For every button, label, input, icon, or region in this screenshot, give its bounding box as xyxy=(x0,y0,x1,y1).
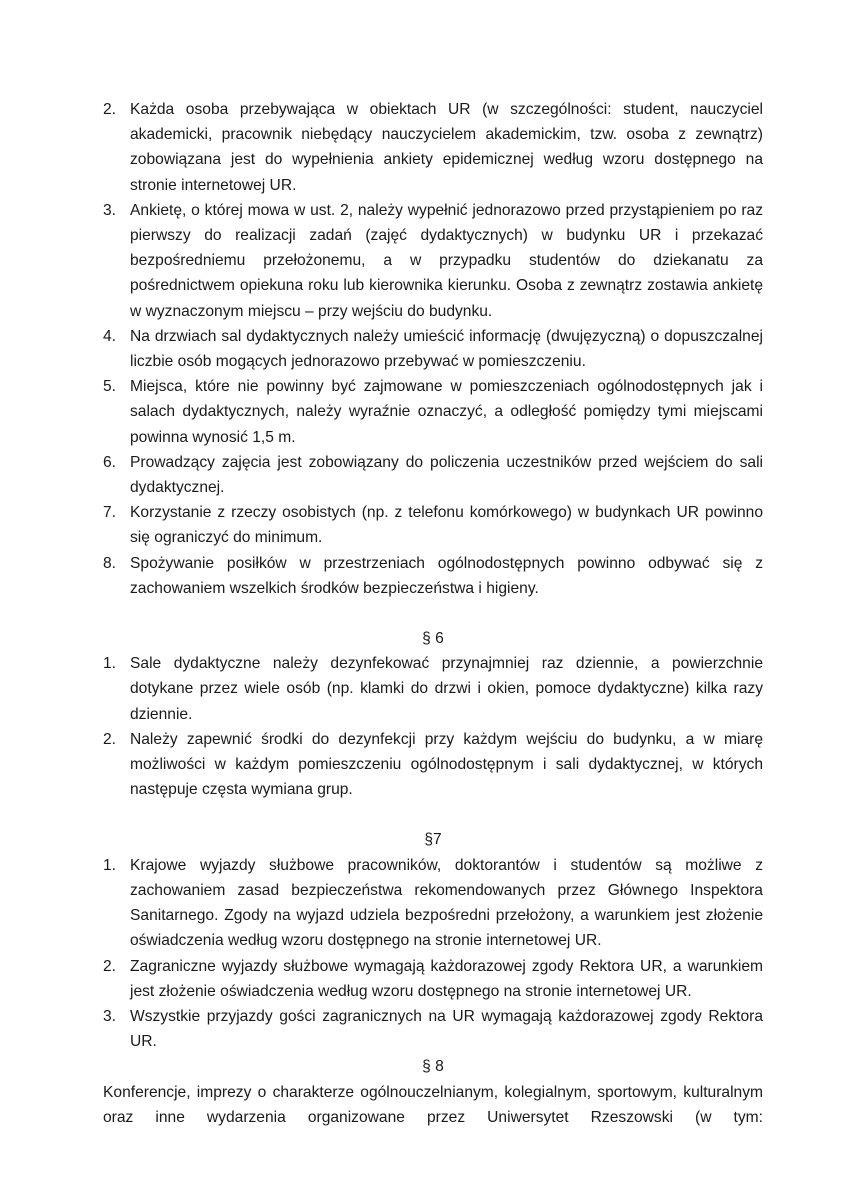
list-item xyxy=(103,551,763,601)
item-text: Korzystanie z rzeczy osobistych (np. z telefonu komórkowego) w budynkach UR powinno się ograniczyć do minimum. xyxy=(130,504,763,547)
item-text: Spożywanie posiłków w przestrzeniach ogólnodostępnych powinno odbywać się z zachowaniem wszelkich środków bezpieczeństwa i higieny. xyxy=(130,554,763,597)
section-8-paragraph: Konferencje, imprezy o charakterze ogólnouczelnianym, kolegialnym, sportowym, kulturalnym oraz inne wydarzenia organizowane przez Uniwersytet Rzeszowski (w tym: xyxy=(103,1083,763,1126)
item-number: 3. xyxy=(103,1007,117,1025)
list-item xyxy=(103,954,763,1004)
item-number: 2. xyxy=(103,957,117,975)
item-text: Sale dydaktyczne należy dezynfekować przynajmniej raz dziennie, a powierzchnie dotykane przez wiele osób (np. klamki do drzwi i okien, pomoce dydaktyczne) kilka razy dziennie. xyxy=(130,655,763,723)
item-number: 4. xyxy=(103,327,117,345)
item-number: 2. xyxy=(103,101,117,118)
item-text: Zagraniczne wyjazdy służbowe wymagają każdorazowej zgody Rektora UR, a warunkiem jest złożenie oświadczenia według wzoru dostępnego na stronie internetowej UR. xyxy=(130,957,763,1000)
item-text: Miejsca, które nie powinny być zajmowane w pomieszczeniach ogólnodostępnych jak i salach dydaktycznych, należy wyraźnie oznaczyć, a odległość pomiędzy tymi miejscami powinna wynosić 1,5 m. xyxy=(130,378,763,446)
item-text: Każda osoba przebywająca w obiektach UR (w szczególności: student, nauczyciel akademicki, pracownik niebędący nauczycielem akademickim, tzw. osoba z zewnątrz) zobowiązana jest do wypełnienia ankiety epidemicznej według wzoru dostępnego na stronie internetowej UR. xyxy=(130,101,763,194)
item-text: Na drzwiach sal dydaktycznych należy umieścić informację (dwujęzyczną) o dopuszczalnej liczbie osób mogących jednorazowo przebywać w pomieszczeniu. xyxy=(130,327,763,371)
item-number: 3. xyxy=(103,201,117,219)
spacer xyxy=(103,802,763,827)
list-item xyxy=(103,727,763,803)
item-number: 7. xyxy=(103,504,117,522)
list-item xyxy=(103,1004,763,1054)
list-item xyxy=(103,450,763,500)
list-item xyxy=(103,853,763,954)
item-text: Ankietę, o której mowa w ust. 2, należy wypełnić jednorazowo przed przystąpieniem po raz pierwszy do realizacji zadań (zajęć dydaktycznych) w budynku UR i przekazać bezpośredniemu przełożonemu, a w przypadku studentów do dziekanatu za pośrednictwem opiekuna roku lub kierownika kierunku. Osoba z zewnątrz zostawia ankietę w wyznaczonym miejscu – przy wejściu do budynku. xyxy=(130,201,763,320)
item-number: 8. xyxy=(103,554,117,572)
item-text: Prowadzący zajęcia jest zobowiązany do policzenia uczestników przed wejściem do sali dydaktycznej. xyxy=(130,453,763,497)
item-number: 1. xyxy=(103,856,117,874)
list-item xyxy=(103,97,763,198)
section-6-list xyxy=(103,651,763,802)
item-number: 6. xyxy=(103,453,117,471)
list-item xyxy=(103,198,763,324)
item-number: 5. xyxy=(103,378,117,396)
item-text: Należy zapewnić środki do dezynfekcji przy każdym wejściu do budynku, a w miarę możliwości w każdym pomieszczeniu ogólnodostępnym i sali dydaktycznej, w których następuje częsta wymiana grup. xyxy=(130,730,763,799)
section-8-heading: § 8 xyxy=(422,1058,444,1076)
document-page xyxy=(103,97,763,1130)
item-number: 1. xyxy=(103,655,117,673)
item-text: Krajowe wyjazdy służbowe pracowników, doktorantów i studentów są możliwe z zachowaniem zasad bezpieczeństwa rekomendowanych przez Głównego Inspektora Sanitarnego. Zgody na wyjazd udziela bezpośredni przełożony, a warunkiem jest złożenie oświadczenia według wzoru dostępnego na stronie internetowej UR. xyxy=(130,856,763,950)
section-7-list xyxy=(103,853,763,1055)
section-5-continued-list xyxy=(103,97,763,601)
section-7-heading: §7 xyxy=(424,831,442,849)
list-item xyxy=(103,500,763,550)
list-item xyxy=(103,374,763,450)
list-item xyxy=(103,324,763,374)
list-item xyxy=(103,651,763,727)
section-6-heading: § 6 xyxy=(422,630,444,648)
spacer xyxy=(103,601,763,626)
item-text: Wszystkie przyjazdy gości zagranicznych na UR wymagają każdorazowej zgody Rektora UR. xyxy=(130,1007,763,1051)
item-number: 2. xyxy=(103,730,117,748)
